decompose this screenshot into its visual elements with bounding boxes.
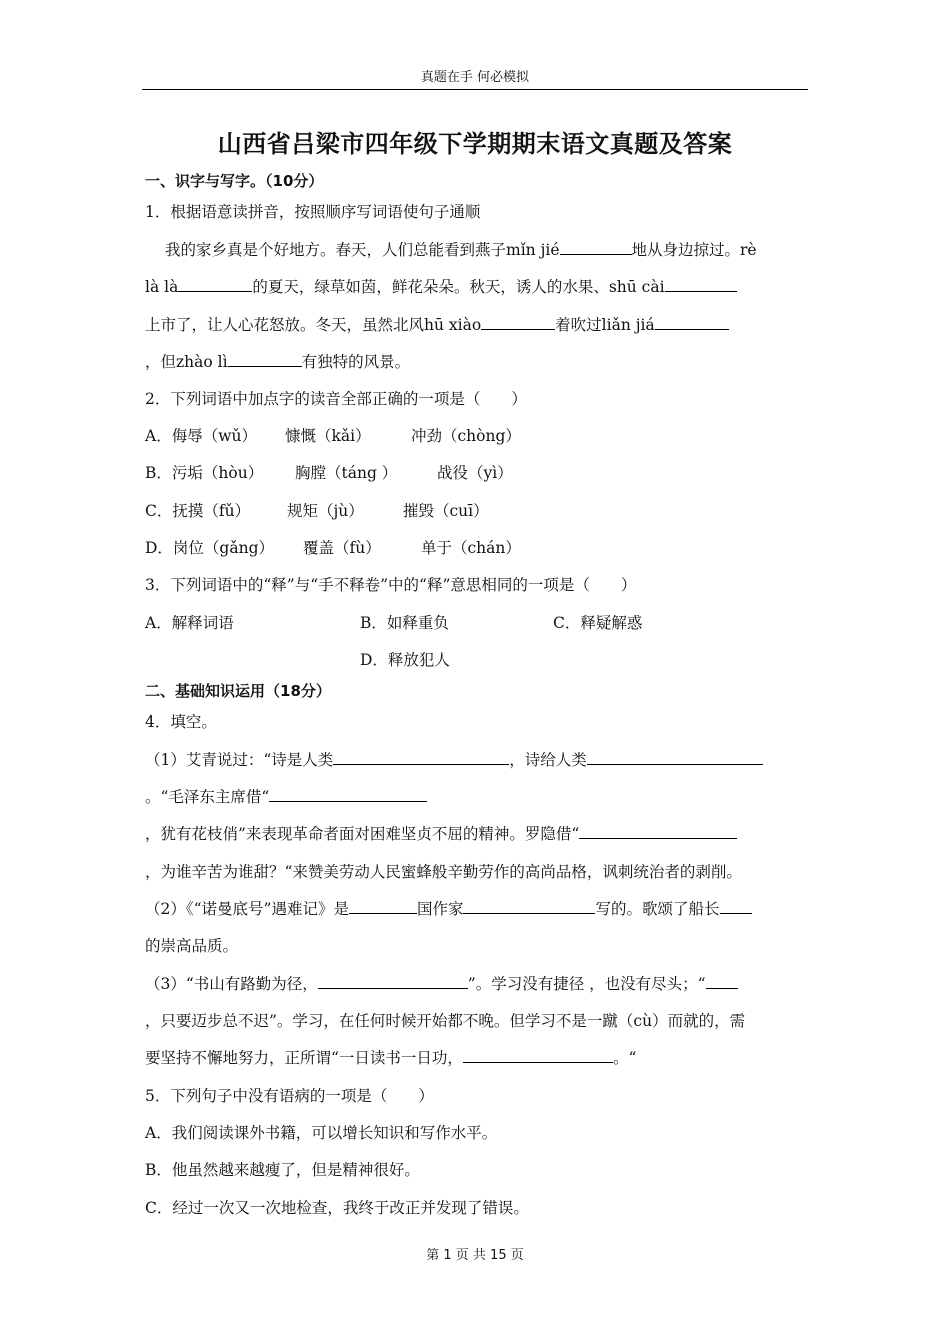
q3-option-b[interactable]: B．如释重负	[360, 614, 449, 632]
q1-line1-text-b: 地从身边掠过。rè	[631, 241, 757, 259]
q4-p1-line1: （1）艾青说过：“诗是人类 ，诗给人类	[145, 748, 763, 770]
q2-option-b[interactable]: B．污垢（hòu） 胸膛（táng ） 战役（yì）	[145, 464, 513, 482]
q4-p1-line4: ，为谁辛苦为谁甜？“来赞美劳动人民蜜蜂般辛勤劳作的高尚品格，讽刺统治者的剥削。	[145, 863, 742, 881]
q1-line3-text-b: 着吹过liǎn jiá	[555, 316, 655, 334]
q4-p2-line2: 的崇高品质。	[145, 937, 239, 955]
section1-heading: 一、识字与写字。（10分）	[145, 172, 324, 190]
q2-option-c[interactable]: C．抚摸（fǔ） 规矩（jù） 摧毁（cuī）	[145, 502, 489, 520]
blank-q4-4[interactable]	[579, 823, 737, 839]
blank-q4-7[interactable]	[720, 898, 752, 914]
blank-q4-5[interactable]	[349, 898, 417, 914]
q1-line1	[165, 238, 757, 260]
q4-stem: 4．填空。	[145, 713, 217, 731]
q5-option-a[interactable]: A．我们阅读课外书籍，可以增长知识和写作水平。	[145, 1124, 498, 1142]
q4-p2-line1: （2）《“诺曼底号”遇难记》是 国作家 写的。歌颂了船长	[145, 897, 752, 919]
blank-q4-6[interactable]	[463, 898, 595, 914]
page-footer: 第 1 页 共 15 页	[426, 1248, 524, 1263]
blank-q4-1[interactable]	[333, 749, 509, 765]
q5-option-c[interactable]: C．经过一次又一次地检查，我终于改正并发现了错误。	[145, 1199, 529, 1217]
q2-stem: 2．下列词语中加点字的读音全部正确的一项是（ ）	[145, 390, 527, 408]
blank-q4-3[interactable]	[269, 786, 427, 802]
header-rule	[142, 89, 808, 90]
q3-stem: 3．下列词语中的“释”与“手不释卷”中的“释”意思相同的一项是（ ）	[145, 576, 637, 594]
blank-zhaoli[interactable]	[228, 351, 302, 367]
page-header: 真题在手 何必模拟	[420, 70, 530, 85]
blank-q4-10[interactable]	[463, 1047, 613, 1063]
q1-line4-text-a: ，但zhào lì	[145, 353, 228, 371]
q4-p3-line3: 要坚持不懈地努力，正所谓“一日读书一日功， 。“	[145, 1049, 637, 1067]
section2-heading: 二、基础知识运用（18分）	[145, 682, 331, 700]
q1-line4-text-b: 有独特的风景。	[301, 353, 411, 371]
q5-option-b[interactable]: B．他虽然越来越瘦了，但是精神很好。	[145, 1161, 420, 1179]
blank-lianjia[interactable]	[655, 314, 729, 330]
blank-q4-8[interactable]	[318, 973, 468, 989]
q1-line2	[145, 275, 737, 297]
q2-option-a[interactable]: A．侮辱（wǔ） 慷慨（kǎi） 冲劲（chòng）	[145, 427, 521, 445]
q4-p3-line2: ，只要迈步总不迟”。学习，在任何时候开始都不晚。但学习不是一蹴（cù）而就的，需	[145, 1012, 746, 1030]
q3-option-a[interactable]: A．解释词语	[145, 614, 234, 632]
q1-line1-text-a: 我的家乡真是个好地方。春天，人们总能看到燕子mǐn jié	[165, 241, 560, 259]
document-title: 山西省吕梁市四年级下学期期末语文真题及答案	[217, 130, 733, 158]
q4-p1-line2: 。“毛泽东主席借“	[145, 785, 427, 807]
q1-line3-text-a: 上市了，让人心花怒放。冬天，虽然北风hū xiào	[145, 316, 482, 334]
blank-huxiao[interactable]	[481, 314, 555, 330]
q3-option-c[interactable]: C．释疑解惑	[553, 614, 643, 632]
q4-p1-line3: ，犹有花枝俏”来表现革命者面对困难坚贞不屈的精神。罗隐借“	[145, 822, 737, 844]
blank-q4-9[interactable]	[706, 973, 738, 989]
q1-line2-text-b: 的夏天，绿草如茵，鲜花朵朵。秋天，诱人的水果、shū cài	[252, 278, 665, 296]
q1-line4	[145, 350, 410, 372]
blank-q4-2[interactable]	[587, 749, 763, 765]
blank-shucai[interactable]	[665, 276, 737, 292]
blank-rela[interactable]	[178, 276, 252, 292]
q5-stem: 5．下列句子中没有语病的一项是（ ）	[145, 1087, 434, 1105]
q2-option-d[interactable]: D．岗位（gǎng） 覆盖（fù） 单于（chán）	[145, 539, 521, 557]
blank-minjie[interactable]	[560, 239, 632, 255]
q4-p3-line1: （3）“书山有路勤为径， ”。学习没有捷径 ，也没有尽头；“	[145, 972, 738, 994]
q1-stem: 1．根据语意读拼音，按照顺序写词语使句子通顺	[145, 203, 481, 221]
q1-line3	[145, 313, 729, 335]
q1-line2-text-a: là là	[145, 278, 179, 296]
q3-option-d[interactable]: D．释放犯人	[360, 651, 450, 669]
